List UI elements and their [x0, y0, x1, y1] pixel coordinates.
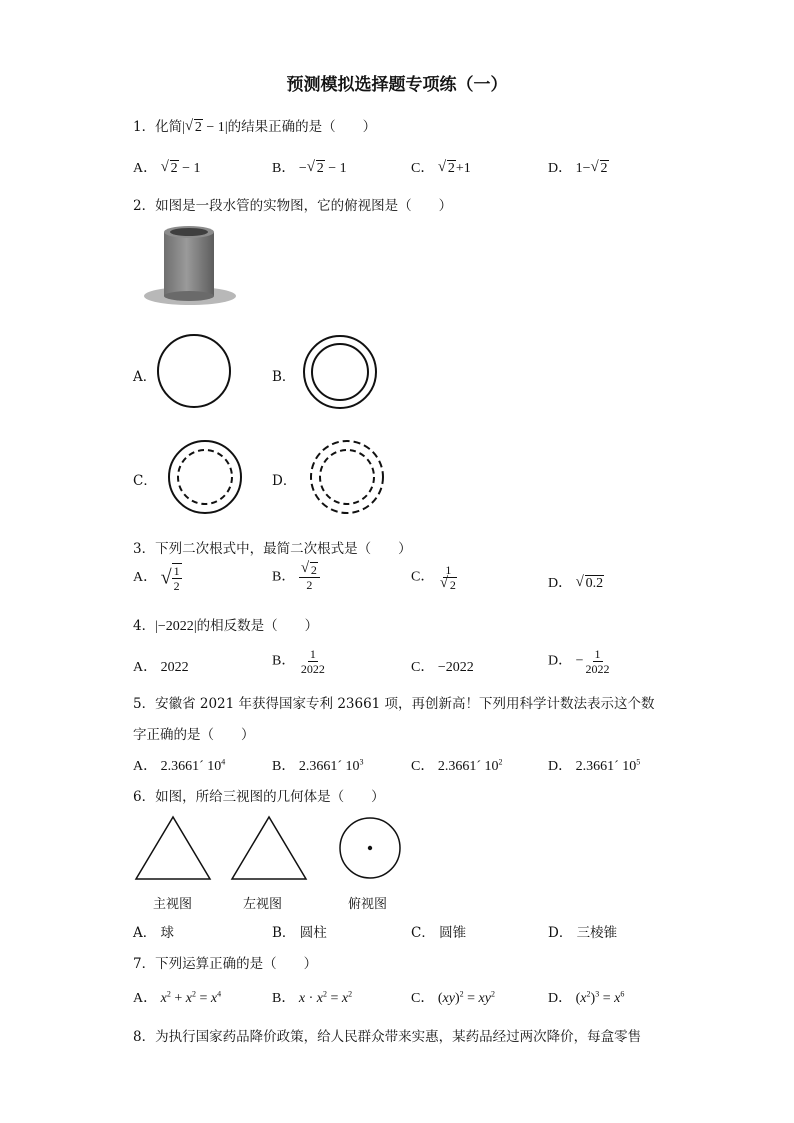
- q2-option-b-label[interactable]: B．: [272, 369, 296, 385]
- q2-option-d-double-dashed-circle[interactable]: [309, 439, 385, 515]
- q2-option-c-label[interactable]: C．: [133, 473, 157, 489]
- question-7-stem: 7．下列运算正确的是（ ）: [133, 956, 318, 972]
- q5-option-c[interactable]: C． 2.3661´ $10^2$: [411, 757, 503, 774]
- question-3-stem: 3．下列二次根式中，最简二次根式是（ ）: [133, 541, 412, 557]
- question-5-stem-line1: 5．安徽省 2021 年获得国家专利 23661 项，再创新高！下列用科学计数法表示这个数: [133, 696, 655, 712]
- page-title: 预测模拟选择题专项练（一）: [286, 75, 508, 95]
- question-4-stem: 4．|−2022|的相反数是（ ）: [133, 618, 319, 634]
- q2-option-a-label[interactable]: A．: [133, 369, 157, 385]
- left-view-label: 左视图: [243, 897, 283, 912]
- q7-option-b[interactable]: B． $x \cdot x^2 = x^2$: [272, 989, 353, 1006]
- q6-option-c[interactable]: C． 圆锥: [411, 925, 467, 941]
- top-view-circle-with-dot: [338, 816, 402, 880]
- q5-option-a[interactable]: A． 2.3661´ $10^4$: [133, 757, 226, 774]
- q1-option-b[interactable]: B． −√ 2 − 1: [272, 157, 347, 177]
- q2-option-a-single-circle[interactable]: [156, 333, 232, 409]
- q7-option-d[interactable]: D． $(x^2)^3 = x^6$: [548, 989, 625, 1006]
- q3-option-a[interactable]: A． √ $\frac{1}{2}$: [133, 564, 180, 593]
- question-5-stem-line2: 字正确的是（ ）: [133, 727, 255, 743]
- q3-option-c[interactable]: C． 1 √ 2: [411, 563, 459, 592]
- q3-option-d[interactable]: D． √ 0.2: [548, 572, 604, 592]
- question-2-stem: 2．如图是一段水管的实物图，它的俯视图是（ ）: [133, 198, 453, 214]
- q6-option-b[interactable]: B． 圆柱: [272, 925, 327, 941]
- q6-option-a[interactable]: A． 球: [133, 925, 175, 941]
- question-1-stem: 1．化简|√ 2 − 1|的结果正确的是（ ）: [133, 115, 376, 136]
- q2-option-b-double-circle[interactable]: [302, 334, 378, 410]
- q3-option-b[interactable]: B． √ $\frac{2}{2}$: [272, 563, 320, 592]
- top-view-label: 俯视图: [348, 897, 388, 912]
- q2-option-c-solid-dashed-circle[interactable]: [167, 439, 243, 515]
- front-view-label: 主视图: [153, 897, 193, 912]
- q4-option-d[interactable]: D． − $\frac{1}{2022}$: [548, 647, 610, 676]
- question-8-stem: 8．为执行国家药品降价政策，给人民群众带来实惠，某药品经过两次降价，每盒零售: [133, 1029, 642, 1045]
- q4-option-a[interactable]: A． 2022: [133, 660, 189, 675]
- q7-option-a[interactable]: A． $x^2 + x^2 = x^4$: [133, 989, 222, 1006]
- q4-option-b[interactable]: B． $\frac{1}{2022}$: [272, 647, 325, 676]
- q1-option-d[interactable]: D． 1−√ 2: [548, 157, 609, 177]
- q4-option-c[interactable]: C． −2022: [411, 660, 474, 675]
- question-6-stem: 6．如图，所给三视图的几何体是（ ）: [133, 789, 385, 805]
- q1-option-a[interactable]: A． √ 2 − 1: [133, 157, 201, 177]
- q2-option-d-label[interactable]: D．: [272, 473, 297, 489]
- q7-option-c[interactable]: C． $(xy)^2 = xy^2$: [411, 989, 495, 1006]
- q5-option-b[interactable]: B． 2.3661´ $10^3$: [272, 757, 364, 774]
- q5-option-d[interactable]: D． 2.3661´ $10^5$: [548, 757, 641, 774]
- q6-option-d[interactable]: D． 三棱锥: [548, 925, 618, 941]
- left-view-triangle: [230, 815, 308, 881]
- water-pipe-image: [140, 222, 240, 308]
- q1-option-c[interactable]: C． √ 2+1: [411, 157, 471, 177]
- front-view-triangle: [134, 815, 212, 881]
